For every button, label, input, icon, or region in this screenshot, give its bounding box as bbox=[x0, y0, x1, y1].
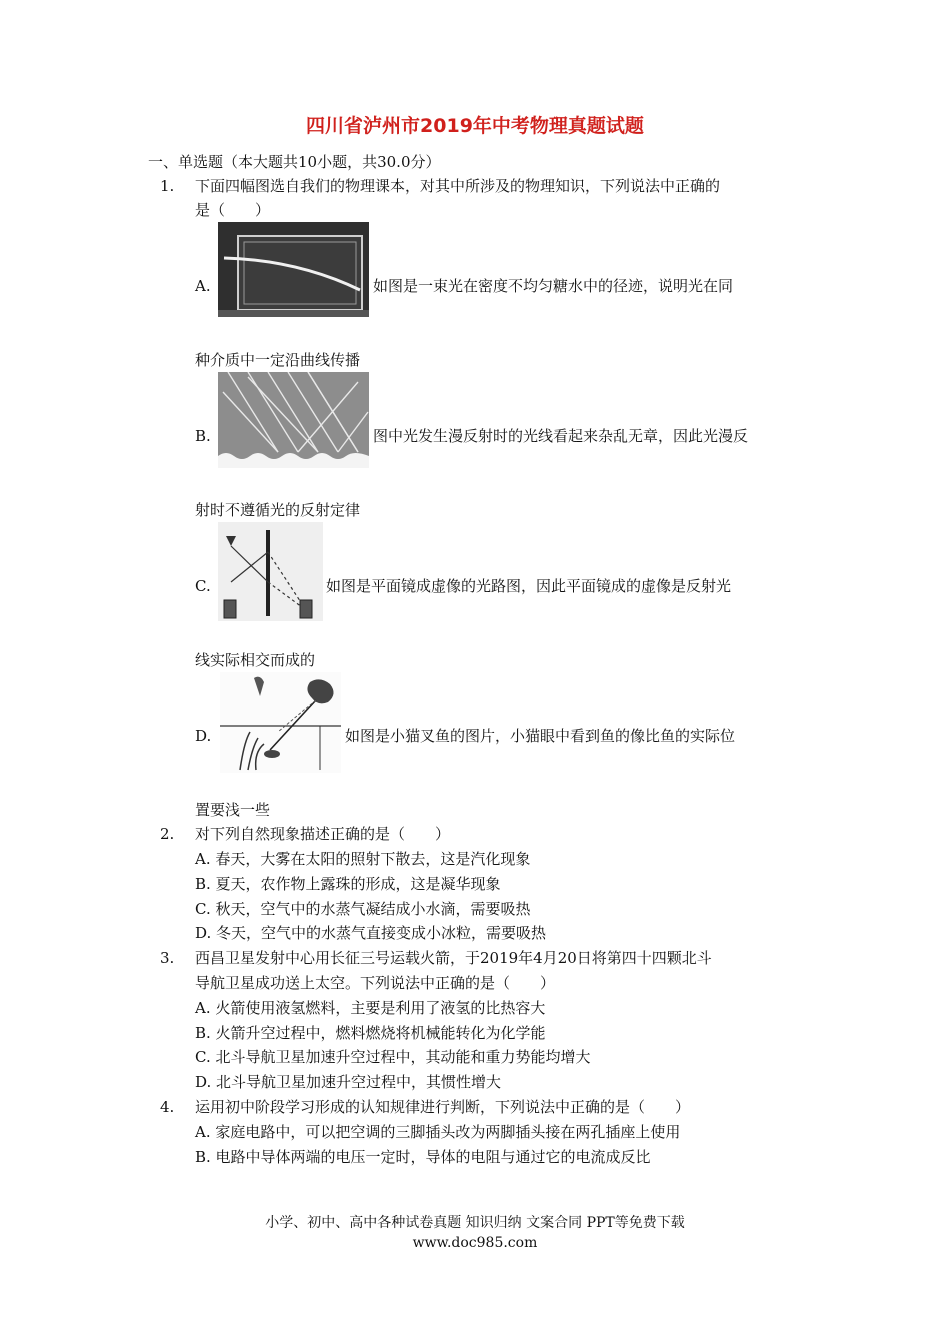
q1-option-d-text-line1: 如图是小猫叉鱼的图片，小猫眼中看到鱼的像比鱼的实际位 bbox=[345, 727, 736, 745]
q2-number: 2. bbox=[160, 825, 175, 843]
q3-option-b: B. 火箭升空过程中，燃料燃烧将机械能转化为化学能 bbox=[195, 1024, 546, 1042]
q4-option-b: B. 电路中导体两端的电压一定时，导体的电阻与通过它的电流成反比 bbox=[195, 1148, 651, 1166]
q2-stem: 对下列自然现象描述正确的是（ ） bbox=[195, 825, 451, 843]
q1-number: 1. bbox=[160, 177, 175, 195]
q1-option-c-text-line1: 如图是平面镜成虚像的光路图，因此平面镜成的虚像是反射光 bbox=[326, 577, 732, 595]
footer-text: 小学、初中、高中各种试卷真题 知识归纳 文案合同 PPT等免费下载 bbox=[265, 1215, 685, 1231]
q1-option-a-text-line1: 如图是一束光在密度不均匀糖水中的径迹，说明光在同 bbox=[373, 277, 734, 295]
q3-stem-line2: 导航卫星成功送上太空。下列说法中正确的是（ ） bbox=[195, 974, 556, 992]
q1-option-c-text-line2: 线实际相交而成的 bbox=[195, 651, 316, 669]
q1-option-b-text-line2: 射时不遵循光的反射定律 bbox=[195, 501, 361, 519]
diffuse-reflection-figure bbox=[218, 372, 369, 468]
q1-option-d-letter: D. bbox=[195, 727, 212, 745]
q1-option-b-text-line1: 图中光发生漫反射时的光线看起来杂乱无章，因此光漫反 bbox=[373, 427, 749, 445]
q2-option-b: B. 夏天，农作物上露珠的形成，这是凝华现象 bbox=[195, 875, 501, 893]
q3-option-d: D. 北斗导航卫星加速升空过程中，其惯性增大 bbox=[195, 1073, 502, 1091]
page-title: 四川省泸州市2019年中考物理真题试题 bbox=[306, 115, 644, 137]
q1-option-d-text-line2: 置要浅一些 bbox=[195, 801, 271, 819]
q3-option-c: C. 北斗导航卫星加速升空过程中，其动能和重力势能均增大 bbox=[195, 1048, 591, 1066]
q4-option-a: A. 家庭电路中，可以把空调的三脚插头改为两脚插头接在两孔插座上使用 bbox=[195, 1123, 681, 1141]
plane-mirror-figure bbox=[218, 522, 323, 621]
q4-stem: 运用初中阶段学习形成的认知规律进行判断，下列说法中正确的是（ ） bbox=[195, 1098, 691, 1116]
q2-option-a: A. 春天，大雾在太阳的照射下散去，这是汽化现象 bbox=[195, 850, 531, 868]
q2-option-c: C. 秋天，空气中的水蒸气凝结成小水滴，需要吸热 bbox=[195, 900, 531, 918]
q4-number: 4. bbox=[160, 1098, 175, 1116]
sugar-water-light-figure bbox=[218, 222, 369, 317]
q3-option-a: A. 火箭使用液氢燃料，主要是利用了液氢的比热容大 bbox=[195, 999, 546, 1017]
cat-spearing-fish-figure bbox=[220, 672, 341, 773]
q3-stem-line1: 西昌卫星发射中心用长征三号运载火箭，于2019年4月20日将第四十四颗北斗 bbox=[195, 949, 712, 967]
q2-option-d: D. 冬天，空气中的水蒸气直接变成小冰粒，需要吸热 bbox=[195, 924, 547, 942]
q1-option-a-text-line2: 种介质中一定沿曲线传播 bbox=[195, 351, 361, 369]
footer-link[interactable]: www.doc985.com bbox=[412, 1235, 538, 1251]
q3-number: 3. bbox=[160, 949, 175, 967]
q1-option-c-letter: C. bbox=[195, 577, 211, 595]
q1-option-b-letter: B. bbox=[195, 427, 211, 445]
q1-stem-line2: 是（ ） bbox=[195, 201, 271, 219]
q1-option-a-letter: A. bbox=[195, 277, 211, 295]
q1-stem-line1: 下面四幅图选自我们的物理课本，对其中所涉及的物理知识，下列说法中正确的 bbox=[195, 177, 721, 195]
section-heading: 一、单选题（本大题共10小题，共30.0分） bbox=[148, 153, 441, 171]
